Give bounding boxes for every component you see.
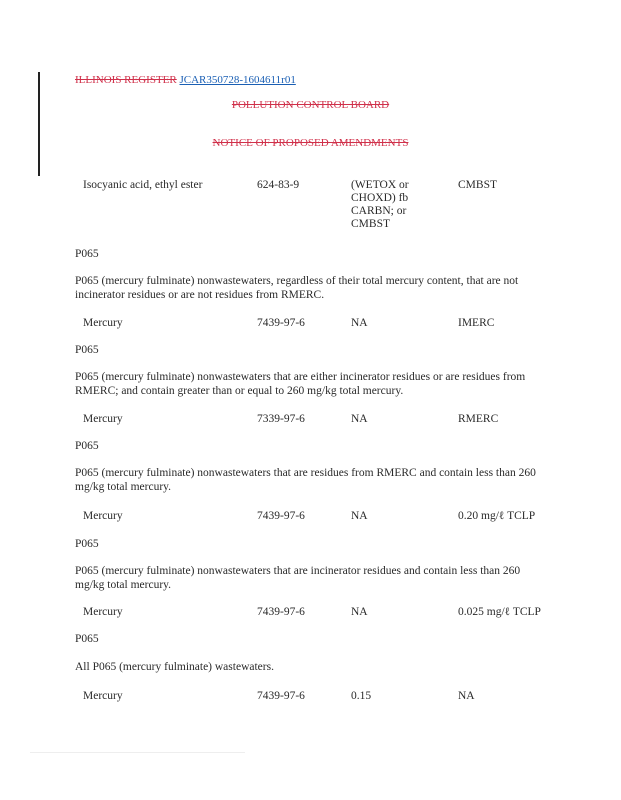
cas-number: 7439-97-6 — [257, 690, 305, 702]
nonwastewater-standard: RMERC — [458, 413, 499, 425]
register-id-inserted: JCAR350728-1604611r01 — [179, 74, 296, 86]
cas-number: 7439-97-6 — [257, 606, 305, 618]
constituent-name: Mercury — [83, 413, 123, 425]
cas-number: 7339-97-6 — [257, 413, 305, 425]
nonwastewater-standard: NA — [458, 690, 475, 702]
wastewater-standard: NA — [351, 510, 368, 522]
divider — [30, 752, 245, 753]
constituent-name: Isocyanic acid, ethyl ester — [83, 179, 203, 191]
register-title-struck: ILLINOIS REGISTER — [75, 74, 177, 86]
wastewater-standard: NA — [351, 317, 368, 329]
wastewater-standard: NA — [351, 413, 368, 425]
wastewater-standard: (WETOX or CHOXD) fb CARBN; or CMBST — [351, 179, 409, 230]
waste-code: P065 — [75, 538, 99, 550]
nonwastewater-standard: 0.025 mg/ℓ TCLP — [458, 606, 541, 618]
waste-code: P065 — [75, 440, 99, 452]
waste-description: All P065 (mercury fulminate) wastewaters. — [75, 661, 274, 673]
waste-description: P065 (mercury fulminate) nonwastewaters that are incinerator residues and contain less than 260 mg/kg total mercury. — [75, 565, 521, 591]
revision-change-bar — [38, 72, 40, 176]
constituent-name: Mercury — [83, 690, 123, 702]
waste-description: P065 (mercury fulminate) nonwastewaters, regardless of their total mercury content, that are not incinerator residues or are not residues from RMERC. — [75, 275, 519, 301]
waste-description: P065 (mercury fulminate) nonwastewaters that are either incinerator residues or are residues from RMERC; and contain greater than or equal to 260 mg/kg total mercury. — [75, 371, 526, 397]
cas-number: 7439-97-6 — [257, 510, 305, 522]
wastewater-standard: 0.15 — [351, 690, 372, 702]
nonwastewater-standard: IMERC — [458, 317, 495, 329]
waste-description: P065 (mercury fulminate) nonwastewaters that are residues from RMERC and contain less than 260 mg/kg total mercury. — [75, 467, 536, 493]
waste-code: P065 — [75, 633, 99, 645]
cas-number: 7439-97-6 — [257, 317, 305, 329]
board-title: POLLUTION CONTROL BOARD — [231, 99, 390, 111]
cas-number: 624-83-9 — [257, 179, 300, 191]
constituent-name: Mercury — [83, 606, 123, 618]
nonwastewater-standard: CMBST — [458, 179, 497, 191]
waste-code: P065 — [75, 248, 99, 260]
constituent-name: Mercury — [83, 510, 123, 522]
nonwastewater-standard: 0.20 mg/ℓ TCLP — [458, 510, 536, 522]
register-header — [75, 74, 296, 86]
waste-code: P065 — [75, 344, 99, 356]
wastewater-standard: NA — [351, 606, 368, 618]
constituent-name: Mercury — [83, 317, 123, 329]
notice-title: NOTICE OF PROPOSED AMENDMENTS — [212, 137, 409, 149]
